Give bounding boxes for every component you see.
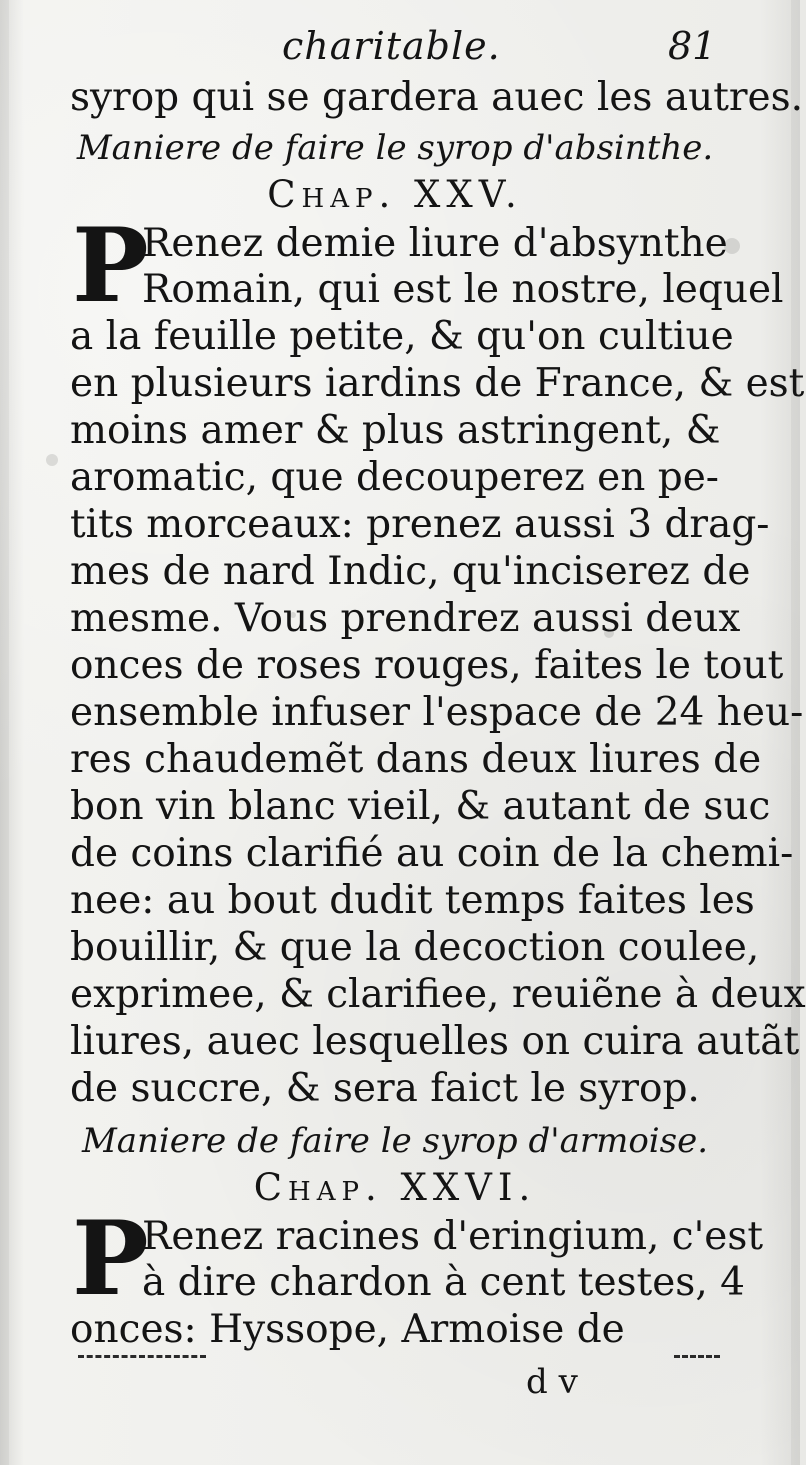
chapter-number: Chap. XXV. (267, 173, 523, 216)
underline-mark (78, 1355, 206, 1358)
text-line: en plusieurs iardins de France, & est (70, 361, 805, 406)
text-line: Romain, qui est le nostre, lequel (142, 267, 784, 312)
text-line: exprimee, & clarifiee, reuiẽne à deux (70, 972, 806, 1017)
text-line: syrop qui se gardera auec les autres. (70, 75, 804, 120)
text-line: ensemble infuser l'espace de 24 heu- (70, 690, 804, 735)
chapter-number: Chap. XXVI. (253, 1166, 537, 1209)
dropcap-initial: P (72, 1199, 149, 1319)
chapter-heading-title: Maniere de faire le syrop d'absinthe. (76, 128, 714, 168)
text-line: moins amer & plus astringent, & (70, 408, 721, 453)
text-line: bon vin blanc vieil, & autant de suc (70, 784, 771, 829)
text-line: liures, auec lesquelles on cuira autãt (70, 1019, 800, 1064)
text-line: res chaudemẽt dans deux liures de (70, 737, 762, 782)
text-line: tits morceaux: prenez aussi 3 drag- (70, 502, 770, 547)
running-head-title: charitable. (282, 24, 501, 68)
text-line: bouillir, & que la decoction coulee, (70, 925, 760, 970)
ink-blot (46, 454, 58, 466)
text-line: a la feuille petite, & qu'on cultiue (70, 314, 734, 359)
text-line: onces de roses rouges, faites le tout (70, 643, 784, 688)
text-line: onces: Hyssope, Armoise de (70, 1307, 625, 1352)
text-line: mes de nard Indic, qu'inciserez de (70, 549, 751, 594)
chapter-heading-title: Maniere de faire le syrop d'armoise. (81, 1121, 709, 1161)
running-head (0, 18, 800, 68)
ink-blot (290, 612, 296, 618)
text-line: de succre, & sera faict le syrop. (70, 1066, 700, 1111)
text-line: Renez racines d'eringium, c'est (142, 1214, 764, 1259)
text-line: de coins clarifié au coin de la chemi- (70, 831, 794, 876)
signature-mark: d v (526, 1362, 578, 1402)
text-line: mesme. Vous prendrez aussi deux (70, 596, 741, 641)
text-line: à dire chardon à cent testes, 4 (142, 1260, 745, 1305)
text-line: nee: au bout dudit temps faites les (70, 878, 755, 923)
ink-blot (604, 628, 614, 638)
dropcap-initial: P (72, 206, 149, 326)
ink-blot (724, 238, 740, 254)
left-page-edge (0, 0, 9, 1465)
text-line: aromatic, que decouperez en pe- (70, 455, 719, 500)
underline-mark (674, 1355, 720, 1358)
page-number: 81 (668, 24, 717, 68)
text-line: Renez demie liure d'absynthe (142, 221, 728, 266)
